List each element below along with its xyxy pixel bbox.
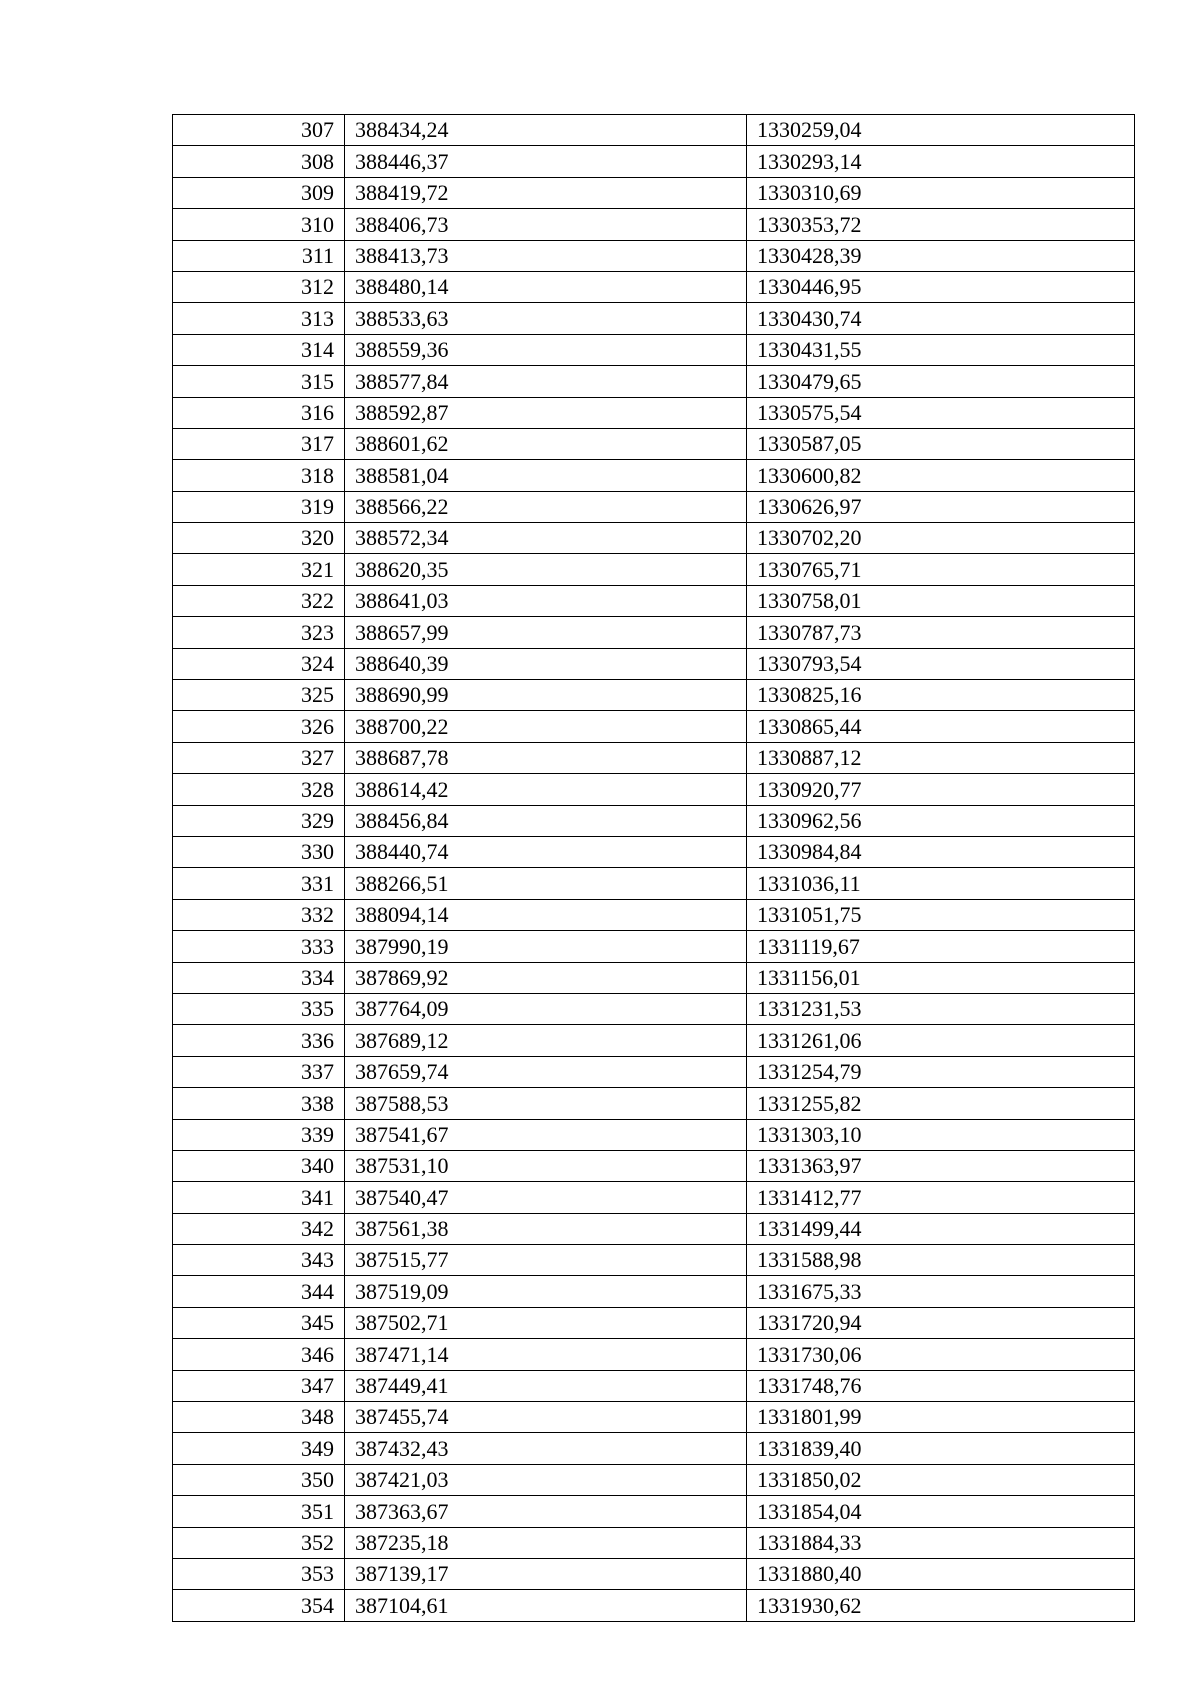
x-coordinate-cell: 387990,19 — [345, 931, 747, 962]
y-coordinate-cell: 1331156,01 — [747, 962, 1135, 993]
x-coordinate-cell: 388406,73 — [345, 209, 747, 240]
table-row — [173, 1088, 1135, 1119]
y-coordinate-cell: 1330887,12 — [747, 742, 1135, 773]
x-coordinate-cell: 388266,51 — [345, 868, 747, 899]
x-coordinate-cell: 387449,41 — [345, 1370, 747, 1401]
table-row — [173, 1496, 1135, 1527]
point-number-cell: 339 — [173, 1119, 345, 1150]
y-coordinate-cell: 1331839,40 — [747, 1433, 1135, 1464]
y-coordinate-cell: 1331119,67 — [747, 931, 1135, 962]
table-row — [173, 585, 1135, 616]
table-row — [173, 1182, 1135, 1213]
point-number-cell: 326 — [173, 711, 345, 742]
y-coordinate-cell: 1331801,99 — [747, 1402, 1135, 1433]
table-row — [173, 1307, 1135, 1338]
table-row — [173, 115, 1135, 146]
table-row — [173, 1119, 1135, 1150]
y-coordinate-cell: 1331588,98 — [747, 1245, 1135, 1276]
table-row — [173, 805, 1135, 836]
x-coordinate-cell: 388581,04 — [345, 460, 747, 491]
x-coordinate-cell: 388434,24 — [345, 115, 747, 146]
table-row — [173, 303, 1135, 334]
y-coordinate-cell: 1330428,39 — [747, 240, 1135, 271]
x-coordinate-cell: 388592,87 — [345, 397, 747, 428]
y-coordinate-cell: 1331854,04 — [747, 1496, 1135, 1527]
y-coordinate-cell: 1331748,76 — [747, 1370, 1135, 1401]
table-row — [173, 774, 1135, 805]
y-coordinate-cell: 1331051,75 — [747, 899, 1135, 930]
table-row — [173, 397, 1135, 428]
point-number-cell: 320 — [173, 523, 345, 554]
x-coordinate-cell: 388413,73 — [345, 240, 747, 271]
table-row — [173, 742, 1135, 773]
table-row — [173, 1590, 1135, 1621]
point-number-cell: 353 — [173, 1558, 345, 1589]
y-coordinate-cell: 1330758,01 — [747, 585, 1135, 616]
y-coordinate-cell: 1331730,06 — [747, 1339, 1135, 1370]
point-number-cell: 311 — [173, 240, 345, 271]
point-number-cell: 317 — [173, 428, 345, 459]
point-number-cell: 321 — [173, 554, 345, 585]
point-number-cell: 352 — [173, 1527, 345, 1558]
table-row — [173, 1150, 1135, 1181]
x-coordinate-cell: 387455,74 — [345, 1402, 747, 1433]
x-coordinate-cell: 388640,39 — [345, 648, 747, 679]
y-coordinate-cell: 1330479,65 — [747, 366, 1135, 397]
table-row — [173, 428, 1135, 459]
y-coordinate-cell: 1331255,82 — [747, 1088, 1135, 1119]
table-row — [173, 711, 1135, 742]
y-coordinate-cell: 1330825,16 — [747, 680, 1135, 711]
x-coordinate-cell: 388700,22 — [345, 711, 747, 742]
x-coordinate-cell: 387869,92 — [345, 962, 747, 993]
point-number-cell: 328 — [173, 774, 345, 805]
point-number-cell: 342 — [173, 1213, 345, 1244]
table-row — [173, 1402, 1135, 1433]
y-coordinate-cell: 1331850,02 — [747, 1464, 1135, 1495]
x-coordinate-cell: 387531,10 — [345, 1150, 747, 1181]
x-coordinate-cell: 387363,67 — [345, 1496, 747, 1527]
x-coordinate-cell: 387519,09 — [345, 1276, 747, 1307]
point-number-cell: 325 — [173, 680, 345, 711]
table-row — [173, 1025, 1135, 1056]
y-coordinate-cell: 1331254,79 — [747, 1056, 1135, 1087]
table-row — [173, 1245, 1135, 1276]
x-coordinate-cell: 388533,63 — [345, 303, 747, 334]
point-number-cell: 347 — [173, 1370, 345, 1401]
table-row — [173, 271, 1135, 302]
y-coordinate-cell: 1331261,06 — [747, 1025, 1135, 1056]
y-coordinate-cell: 1330431,55 — [747, 334, 1135, 365]
table-row — [173, 1276, 1135, 1307]
point-number-cell: 335 — [173, 993, 345, 1024]
y-coordinate-cell: 1330765,71 — [747, 554, 1135, 585]
table-row — [173, 1370, 1135, 1401]
x-coordinate-cell: 387502,71 — [345, 1307, 747, 1338]
table-row — [173, 491, 1135, 522]
table-row — [173, 460, 1135, 491]
table-row — [173, 334, 1135, 365]
table-row — [173, 1464, 1135, 1495]
y-coordinate-cell: 1330430,74 — [747, 303, 1135, 334]
y-coordinate-cell: 1331880,40 — [747, 1558, 1135, 1589]
coordinates-table — [172, 114, 1135, 1622]
x-coordinate-cell: 388419,72 — [345, 177, 747, 208]
x-coordinate-cell: 388480,14 — [345, 271, 747, 302]
y-coordinate-cell: 1331499,44 — [747, 1213, 1135, 1244]
x-coordinate-cell: 388601,62 — [345, 428, 747, 459]
table-row — [173, 366, 1135, 397]
x-coordinate-cell: 388687,78 — [345, 742, 747, 773]
y-coordinate-cell: 1330259,04 — [747, 115, 1135, 146]
y-coordinate-cell: 1330446,95 — [747, 271, 1135, 302]
y-coordinate-cell: 1330353,72 — [747, 209, 1135, 240]
table-row — [173, 617, 1135, 648]
x-coordinate-cell: 388446,37 — [345, 146, 747, 177]
point-number-cell: 340 — [173, 1150, 345, 1181]
table-row — [173, 899, 1135, 930]
point-number-cell: 312 — [173, 271, 345, 302]
x-coordinate-cell: 388614,42 — [345, 774, 747, 805]
point-number-cell: 327 — [173, 742, 345, 773]
y-coordinate-cell: 1330702,20 — [747, 523, 1135, 554]
x-coordinate-cell: 387139,17 — [345, 1558, 747, 1589]
x-coordinate-cell: 388572,34 — [345, 523, 747, 554]
x-coordinate-cell: 388657,99 — [345, 617, 747, 648]
x-coordinate-cell: 387659,74 — [345, 1056, 747, 1087]
x-coordinate-cell: 387421,03 — [345, 1464, 747, 1495]
point-number-cell: 310 — [173, 209, 345, 240]
table-row — [173, 177, 1135, 208]
y-coordinate-cell: 1330600,82 — [747, 460, 1135, 491]
point-number-cell: 332 — [173, 899, 345, 930]
x-coordinate-cell: 387689,12 — [345, 1025, 747, 1056]
x-coordinate-cell: 388440,74 — [345, 836, 747, 867]
point-number-cell: 313 — [173, 303, 345, 334]
y-coordinate-cell: 1330626,97 — [747, 491, 1135, 522]
point-number-cell: 351 — [173, 1496, 345, 1527]
point-number-cell: 330 — [173, 836, 345, 867]
x-coordinate-cell: 387540,47 — [345, 1182, 747, 1213]
x-coordinate-cell: 387235,18 — [345, 1527, 747, 1558]
point-number-cell: 345 — [173, 1307, 345, 1338]
point-number-cell: 331 — [173, 868, 345, 899]
x-coordinate-cell: 388690,99 — [345, 680, 747, 711]
table-row — [173, 554, 1135, 585]
y-coordinate-cell: 1330575,54 — [747, 397, 1135, 428]
table-row — [173, 1056, 1135, 1087]
x-coordinate-cell: 388094,14 — [345, 899, 747, 930]
point-number-cell: 322 — [173, 585, 345, 616]
point-number-cell: 338 — [173, 1088, 345, 1119]
x-coordinate-cell: 388456,84 — [345, 805, 747, 836]
x-coordinate-cell: 387764,09 — [345, 993, 747, 1024]
table-row — [173, 836, 1135, 867]
point-number-cell: 319 — [173, 491, 345, 522]
x-coordinate-cell: 387515,77 — [345, 1245, 747, 1276]
point-number-cell: 323 — [173, 617, 345, 648]
point-number-cell: 307 — [173, 115, 345, 146]
table-row — [173, 648, 1135, 679]
y-coordinate-cell: 1330293,14 — [747, 146, 1135, 177]
y-coordinate-cell: 1330587,05 — [747, 428, 1135, 459]
table-row — [173, 931, 1135, 962]
x-coordinate-cell: 387588,53 — [345, 1088, 747, 1119]
table-row — [173, 1527, 1135, 1558]
y-coordinate-cell: 1330793,54 — [747, 648, 1135, 679]
y-coordinate-cell: 1331231,53 — [747, 993, 1135, 1024]
y-coordinate-cell: 1330787,73 — [747, 617, 1135, 648]
point-number-cell: 337 — [173, 1056, 345, 1087]
y-coordinate-cell: 1330920,77 — [747, 774, 1135, 805]
y-coordinate-cell: 1331303,10 — [747, 1119, 1135, 1150]
point-number-cell: 329 — [173, 805, 345, 836]
point-number-cell: 308 — [173, 146, 345, 177]
point-number-cell: 343 — [173, 1245, 345, 1276]
table-row — [173, 146, 1135, 177]
table-row — [173, 240, 1135, 271]
x-coordinate-cell: 387471,14 — [345, 1339, 747, 1370]
point-number-cell: 324 — [173, 648, 345, 679]
y-coordinate-cell: 1331884,33 — [747, 1527, 1135, 1558]
table-row — [173, 993, 1135, 1024]
point-number-cell: 349 — [173, 1433, 345, 1464]
point-number-cell: 354 — [173, 1590, 345, 1621]
y-coordinate-cell: 1331036,11 — [747, 868, 1135, 899]
y-coordinate-cell: 1331675,33 — [747, 1276, 1135, 1307]
x-coordinate-cell: 387432,43 — [345, 1433, 747, 1464]
point-number-cell: 336 — [173, 1025, 345, 1056]
x-coordinate-cell: 387104,61 — [345, 1590, 747, 1621]
y-coordinate-cell: 1331363,97 — [747, 1150, 1135, 1181]
point-number-cell: 309 — [173, 177, 345, 208]
point-number-cell: 350 — [173, 1464, 345, 1495]
y-coordinate-cell: 1331930,62 — [747, 1590, 1135, 1621]
y-coordinate-cell: 1330962,56 — [747, 805, 1135, 836]
y-coordinate-cell: 1331412,77 — [747, 1182, 1135, 1213]
x-coordinate-cell: 388620,35 — [345, 554, 747, 585]
point-number-cell: 346 — [173, 1339, 345, 1370]
x-coordinate-cell: 388641,03 — [345, 585, 747, 616]
table-row — [173, 209, 1135, 240]
y-coordinate-cell: 1330865,44 — [747, 711, 1135, 742]
point-number-cell: 314 — [173, 334, 345, 365]
point-number-cell: 333 — [173, 931, 345, 962]
x-coordinate-cell: 388566,22 — [345, 491, 747, 522]
table-row — [173, 1558, 1135, 1589]
point-number-cell: 318 — [173, 460, 345, 491]
table-row — [173, 1433, 1135, 1464]
point-number-cell: 344 — [173, 1276, 345, 1307]
y-coordinate-cell: 1330310,69 — [747, 177, 1135, 208]
table-row — [173, 868, 1135, 899]
x-coordinate-cell: 387561,38 — [345, 1213, 747, 1244]
table-row — [173, 1213, 1135, 1244]
table-row — [173, 1339, 1135, 1370]
point-number-cell: 348 — [173, 1402, 345, 1433]
coordinates-table-body — [173, 115, 1135, 1622]
table-row — [173, 962, 1135, 993]
y-coordinate-cell: 1331720,94 — [747, 1307, 1135, 1338]
point-number-cell: 316 — [173, 397, 345, 428]
x-coordinate-cell: 388559,36 — [345, 334, 747, 365]
point-number-cell: 334 — [173, 962, 345, 993]
x-coordinate-cell: 387541,67 — [345, 1119, 747, 1150]
y-coordinate-cell: 1330984,84 — [747, 836, 1135, 867]
table-row — [173, 523, 1135, 554]
point-number-cell: 341 — [173, 1182, 345, 1213]
table-row — [173, 680, 1135, 711]
point-number-cell: 315 — [173, 366, 345, 397]
x-coordinate-cell: 388577,84 — [345, 366, 747, 397]
